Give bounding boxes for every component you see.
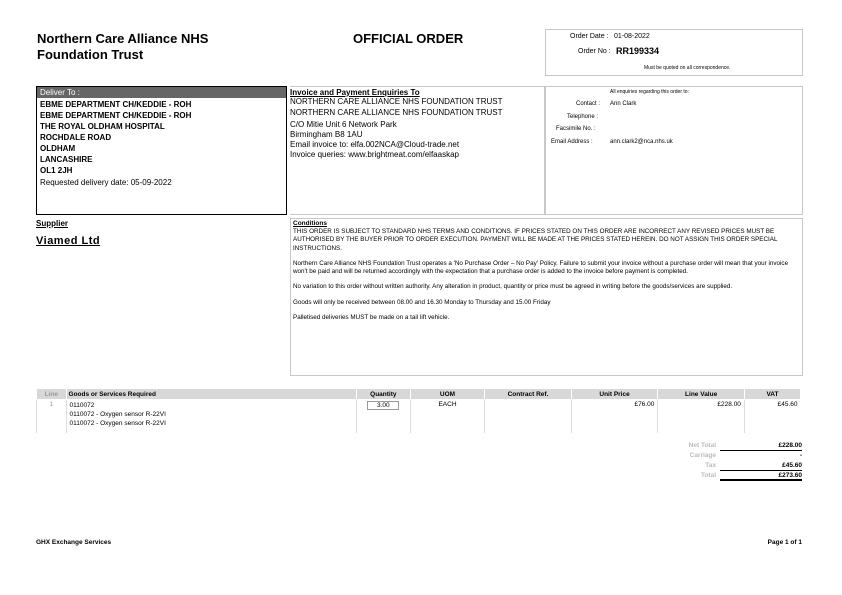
column-header-vat: VAT [744, 389, 800, 400]
email-value: ann.clark2@nca.nhs.uk [610, 139, 673, 145]
invoice-enquiries-heading: Invoice and Payment Enquiries To [290, 88, 420, 97]
cell-uom: EACH [410, 400, 484, 434]
fax-label: Facsimile No. : [556, 126, 596, 132]
carriage-value: - [799, 452, 802, 459]
conditions-heading: Conditions [293, 220, 327, 227]
grand-total-row [640, 471, 802, 481]
page-number: Page 1 of 1 [767, 539, 802, 546]
order-date-label: Order Date : [570, 33, 609, 40]
total-value: £273.60 [720, 471, 802, 481]
item-code: 0110072 [69, 402, 95, 409]
deliver-line: EBME DEPARTMENT CH/KEDDIE - ROH [40, 100, 192, 109]
telephone-label: Telephone : [567, 114, 599, 120]
tax-value: £45.60 [720, 461, 802, 471]
order-date-value: 01-08-2022 [614, 33, 650, 40]
quantity-value: 3.00 [367, 401, 399, 410]
invoice-line: Email invoice to: elfa.002NCA@Cloud-trade.net [290, 140, 460, 149]
order-lines-table [36, 388, 801, 433]
column-header-contract: Contract Ref. [485, 389, 572, 400]
cell-quantity [356, 400, 410, 434]
deliver-line: EBME DEPARTMENT CH/KEDDIE - ROH [40, 111, 192, 120]
invoice-line: Birmingham B8 1AU [290, 130, 363, 139]
deliver-line: LANCASHIRE [40, 155, 93, 164]
invoice-line: C/O Mitie Unit 6 Network Park [290, 120, 397, 129]
net-total-row [640, 441, 802, 451]
document-title: OFFICIAL ORDER [353, 31, 464, 46]
conditions-paragraph: No variation to this order without written authority. Any alteration in product, quantity or price must be agreed in writing before the goods/services are supplied. [293, 283, 733, 291]
column-header-goods: Goods or Services Required [66, 389, 356, 400]
conditions-paragraph: Goods will only be received between 08.00 and 16.30 Monday to Thursday and 15.00 Friday [293, 298, 551, 306]
supplier-name: Viamed Ltd [36, 235, 101, 247]
column-header-uom: UOM [410, 389, 484, 400]
cell-line-value: £228.00 [658, 400, 745, 434]
email-label: Email Address : [551, 139, 593, 145]
total-label: Total [700, 472, 716, 479]
tax-row [640, 461, 802, 471]
totals-block [640, 441, 802, 481]
invoice-line: NORTHERN CARE ALLIANCE NHS FOUNDATION TRUST [290, 97, 503, 106]
column-header-line-value: Line Value [658, 389, 745, 400]
deliver-line: ROCHDALE ROAD [40, 133, 112, 142]
net-total-value: £228.00 [720, 441, 802, 451]
cell-vat: £45.60 [744, 400, 800, 434]
conditions-paragraph: Northern Care Alliance NHS Foundation Trust operates a 'No Purchase Order – No Pay' Policy. Failure to submit your invoice without a purchase order will mean that your invoice won't be paid and will be returned accordingly with the expectation that a purchase order is added to the invoice before payment is completed. [293, 259, 789, 276]
requested-delivery-date: Requested delivery date: 05-09-2022 [40, 178, 172, 187]
conditions-paragraph: THIS ORDER IS SUBJECT TO STANDARD NHS TERMS AND CONDITIONS. IF PRICES STATED ON THIS ORDER ARE INCORRECT ANY REVISED PRICES MUST BE AUTHORISED BY THE BUYER PRIOR TO ORDER EXECUTION. PAYMENT WILL BE MADE AT THE PRICES STATED HEREIN. DO NOT ASSIGN THIS ORDER SPECIAL INSTRUCTIONS. [293, 228, 778, 252]
carriage-label: Carriage [689, 452, 716, 459]
item-description: 0110072 - Oxygen sensor R-22VI [69, 411, 166, 418]
carriage-row [640, 451, 802, 461]
tax-label: Tax [705, 462, 716, 469]
item-description: 0110072 - Oxygen sensor R-22VI [69, 420, 166, 427]
cell-unit-price: £76.00 [571, 400, 658, 434]
cell-goods [66, 400, 356, 434]
contact-box [545, 86, 803, 215]
table-header-row [37, 389, 801, 400]
net-total-label: Net Total [688, 442, 716, 449]
footer-provider: GHX Exchange Services [36, 539, 112, 546]
deliver-to-heading: Deliver To : [37, 87, 286, 98]
cell-line: 1 [37, 400, 67, 434]
contact-value: Ann Clark [610, 101, 637, 107]
deliver-to-box [36, 86, 287, 215]
cell-contract [485, 400, 572, 434]
conditions-paragraph: Palletised deliveries MUST be made on a tail lift vehicle. [293, 314, 450, 322]
table-row [37, 400, 801, 434]
order-number-label: Order No : [578, 48, 611, 55]
deliver-line: THE ROYAL OLDHAM HOSPITAL [40, 122, 165, 131]
invoice-enquiries-box [290, 86, 545, 215]
organisation-name [37, 31, 208, 63]
invoice-line: Invoice queries: www.brightmeat.com/elfaaskap [290, 150, 459, 159]
order-info-box [545, 29, 803, 76]
column-header-unit-price: Unit Price [571, 389, 658, 400]
organisation-name-line1: Northern Care Alliance NHS [37, 31, 209, 46]
invoice-line: NORTHERN CARE ALLIANCE NHS FOUNDATION TRUST [290, 108, 503, 117]
organisation-name-line2: Foundation Trust [37, 47, 144, 62]
deliver-line: OL1 2JH [40, 166, 73, 175]
contact-label: Contact : [576, 101, 601, 107]
column-header-line: Line [37, 389, 67, 400]
order-number-value: RR199334 [616, 46, 660, 56]
deliver-line: OLDHAM [40, 144, 76, 153]
contact-heading: All enquiries regarding this order to: [610, 89, 689, 95]
conditions-box [290, 218, 803, 376]
order-number-note: Must be quoted on all correspondence. [644, 65, 731, 71]
supplier-heading: Supplier [36, 219, 69, 228]
column-header-quantity: Quantity [356, 389, 410, 400]
